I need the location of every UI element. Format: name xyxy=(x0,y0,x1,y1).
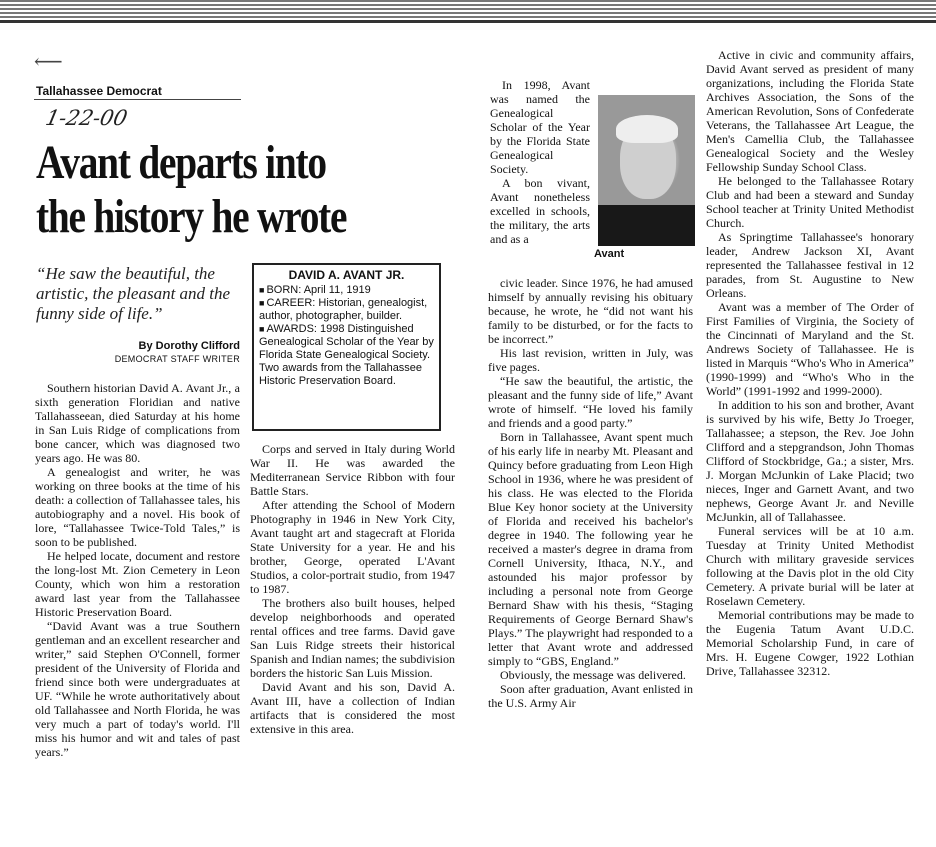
column4-paragraph: Funeral services will be at 10 a.m. Tuesday at Trinity United Methodist Church with military graveside services following at the Davis plot in the old City Cemetery. A private burial will be later at Roselawn Cemetery. xyxy=(706,524,914,608)
column3-paragraph: Obviously, the message was delivered. xyxy=(500,668,686,682)
article-column-1 xyxy=(35,381,240,759)
column1-paragraph: Southern historian David A. Avant Jr., a sixth generation Floridian and native Tallahasseean, died Saturday at his home in San Luis Ridge of complications from bone cancer, which was diagnosed two years ago. He was 80. xyxy=(35,381,240,465)
article-column-4 xyxy=(706,48,914,678)
portrait-photo xyxy=(598,95,695,246)
column3-paragraph: civic leader. Since 1976, he had amused himself by annually revising his obituary because, he wrote, he “did not want his family to be disturbed, or for the facts to be incorrect.” xyxy=(488,276,693,346)
col3-top-paragraph: In 1998, Avant was named the Genealogical Scholar of the Year by the Florida State Genealogical Society. xyxy=(490,78,590,176)
column1-paragraph: “David Avant was a true Southern gentleman and an excellent researcher and writer,” said Stephen O'Connell, former president of the University of Florida and friend since both were undergraduates at UF. “While he wrote authoritatively about old Tallahassee and North Florida, he was very much a part of today's world. I'll miss his humor and wit and tales of past years.” xyxy=(35,619,240,759)
article-column-3-wrap xyxy=(490,78,590,246)
newspaper-name: Tallahassee Democrat xyxy=(36,84,162,98)
column2-paragraph: After attending the School of Modern Photography in 1946 in New York City, Avant taught art and stagecraft at Florida State University for a year. He and his brother, George, operated L'Avant Studios, a color-portrait studio, from 1947 to 1987. xyxy=(250,498,455,596)
fact-awards: AWARDS: 1998 Distinguished Genealogical Scholar of the Year by Florida State Genealogical Society. Two awards from the Tallahassee Historic Preservation Board. xyxy=(259,323,434,387)
column4-paragraph: He belonged to the Tallahassee Rotary Club and had been a steward and Sunday School teacher at Trinity United Methodist Church. xyxy=(706,174,914,230)
photo-caption: Avant xyxy=(594,248,625,260)
bullet-square-icon: ■ xyxy=(259,285,265,295)
column4-paragraph: Memorial contributions may be made to the Eugenia Tatum Avant U.D.C. Memorial Scholarship Fund, in care of Mrs. H. Eugene Cowger, 1922 Lothian Drive, Tallahassee 32312. xyxy=(706,608,914,678)
column4-paragraph: As Springtime Tallahassee's honorary leader, Andrew Jackson XI, Avant represented the Tallahassee festival in 12 parades, from St. Augustine to New Orleans. xyxy=(706,230,914,300)
col3-mid-paragraph: A bon vivant, Avant nonetheless excelled in schools, the military, the arts and as a xyxy=(490,176,590,246)
fact-box xyxy=(252,263,441,431)
article-column-2 xyxy=(250,442,455,736)
fact-born: BORN: April 11, 1919 xyxy=(266,284,371,296)
top-rule-bold xyxy=(0,20,936,23)
column4-paragraph: In addition to his son and brother, Avant is survived by his wife, Betty Jo Troeger, Tallahassee; a stepson, the Rev. Joe John Clifford and a stepgrandson, John Thomas Clifford of Stockbridge, Ga.; a sister, Mrs. J. Morgan McJunkin of Lake Placid; two nieces, Inger and Garnett Avant, and two nephews, George Avant Jr. and Neville McJunkin, all of Tallahassee. xyxy=(706,398,914,524)
article-column-3 xyxy=(488,276,693,710)
column1-paragraph: A genealogist and writer, he was working on three books at the time of his death: a collection of Tallahassee tales, his autobiography and a novel. His book of lore, “Tallahassee Twice-Told Tales,” is soon to be published. xyxy=(35,465,240,549)
fact-career: CAREER: Historian, genealogist, author, photographer, builder. xyxy=(259,297,428,322)
byline xyxy=(96,340,240,366)
column1-paragraph: He helped locate, document and restore the long-lost Mt. Zion Cemetery in Leon County, which won him a restoration award last year from the Tallahassee Historic Preservation Board. xyxy=(35,549,240,619)
bullet-square-icon: ■ xyxy=(259,324,265,334)
pull-quote: “He saw the beautiful, the artistic, the pleasant and the funny side of life.” xyxy=(36,264,231,323)
handwritten-date: 1-22-00 xyxy=(43,106,130,130)
divider xyxy=(34,99,241,100)
column4-paragraph: Avant was a member of The Order of First Families of Virginia, the Society of the Cincinnati of Maryland and the St. Andrews Society of Tallahassee. He is listed in Marquis “Who's Who in America” (1990-1999) and “Who's Who in the World” (1991-1992 and 1999-2000). xyxy=(706,300,914,398)
fact-box-title: DAVID A. AVANT JR. xyxy=(288,268,405,282)
column3-paragraph: Soon after graduation, Avant enlisted in the U.S. Army Air xyxy=(488,682,693,710)
column3-paragraph: Born in Tallahassee, Avant spent much of his early life in nearby Mt. Pleasant and Quincy before graduating from Leon High School in 1936, where he was president of his class. He was elected to the Florida Blue Key honor society at the University of Florida and received his bachelor's degree in 1940. The following year he received a master's degree in drama from Cornell University, Ithaca, N.Y., and astounded his major professor by including a personal note from George Bernard Shaw with his thesis, “Staging Requirements of George Bernard Shaw's Plays.” The playwright had responded to a letter that Avant wrote and addressed simply to “GBS, England.” xyxy=(488,430,693,668)
byline-name: By Dorothy Clifford xyxy=(138,340,240,352)
headline: Avant departs into the history he wrote xyxy=(36,136,347,243)
column3-paragraph: “He saw the beautiful, the artistic, the pleasant and the funny side of life,” Avant wrote of himself. “He loved his family and friends and a good party.” xyxy=(488,374,693,430)
byline-title: DEMOCRAT STAFF WRITER xyxy=(114,354,240,364)
column2-paragraph: The brothers also built houses, helped develop neighborhoods and operated rental offices and tree farms. David gave San Luis Ridge streets their historical Spanish and Indian names; the subdivision borders the historic San Luis Mission. xyxy=(250,596,455,680)
column3-paragraph: His last revision, written in July, was five pages. xyxy=(488,346,693,374)
column2-paragraph: Corps and served in Italy during World War II. He was awarded the Mediterranean Service Ribbon with four Battle Stars. xyxy=(250,442,455,498)
column4-paragraph: Active in civic and community affairs, David Avant served as president of many organizations, including the Florida State Archives Association, the Sons of the American Revolution, Sons of Confederate Veterans, the Tallahassee Art League, the Men's Camellia Club, the Tallahassee Genealogical Society and the Wesley Fellowship Sunday School Class. xyxy=(706,48,914,174)
arrow-icon: ⟵ xyxy=(34,51,63,73)
column2-paragraph: David Avant and his son, David A. Avant III, have a collection of Indian artifacts that is considered the most extensive in this area. xyxy=(250,680,455,736)
bullet-square-icon: ■ xyxy=(259,298,265,308)
top-rule xyxy=(0,0,936,20)
